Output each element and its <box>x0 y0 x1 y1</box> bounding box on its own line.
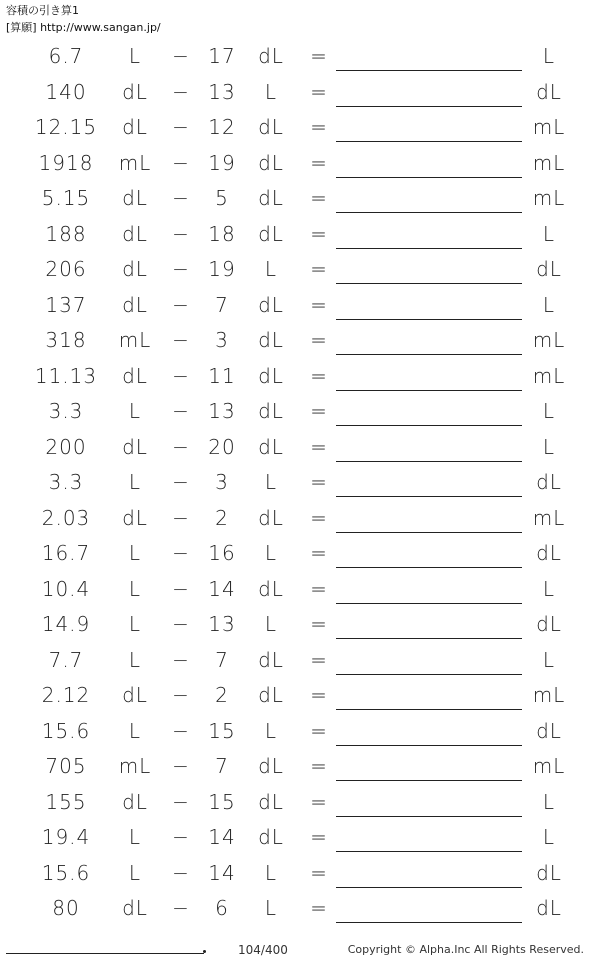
equals-sign: = <box>310 860 328 885</box>
minuend: 16.7 <box>41 541 91 565</box>
minuend-unit: L <box>128 576 142 601</box>
problem-row <box>0 606 600 642</box>
subtrahend: 2 <box>215 505 229 530</box>
subtrahend-unit: L <box>264 612 278 636</box>
subtrahend-unit: dL <box>258 647 284 672</box>
answer-blank[interactable] <box>336 709 522 710</box>
answer-unit: mL <box>532 683 566 707</box>
subtrahend-unit: dL <box>258 789 284 814</box>
minus-sign: − <box>172 434 190 459</box>
minuend: 705 <box>45 754 87 778</box>
copyright-text: Copyright © Alpha.Inc All Rights Reserved. <box>347 943 584 956</box>
subtrahend: 17 <box>208 44 236 68</box>
subtrahend-unit: dL <box>258 399 284 423</box>
subtrahend-unit: dL <box>258 292 284 317</box>
minuend: 5.15 <box>41 186 91 210</box>
answer-blank[interactable] <box>336 70 522 71</box>
answer-unit: mL <box>532 754 566 778</box>
minuend: 318 <box>45 328 87 352</box>
minuend-unit: dL <box>122 683 148 707</box>
minus-sign: − <box>172 647 190 672</box>
minuend-unit: L <box>128 860 142 885</box>
equals-sign: = <box>310 115 328 139</box>
subtrahend: 13 <box>208 612 236 636</box>
answer-blank[interactable] <box>336 319 522 320</box>
subtrahend-unit: dL <box>258 754 284 778</box>
subtrahend-unit: dL <box>258 44 284 68</box>
answer-unit: L <box>542 221 556 246</box>
answer-blank[interactable] <box>336 461 522 462</box>
minuend-unit: L <box>128 825 142 849</box>
equals-sign: = <box>310 541 328 565</box>
subtrahend: 3 <box>215 470 229 494</box>
minuend-unit: dL <box>122 221 148 246</box>
equals-sign: = <box>310 647 328 672</box>
subtrahend: 15 <box>208 789 236 814</box>
problem-row <box>0 38 600 74</box>
minuend: 7.7 <box>48 647 84 672</box>
equals-sign: = <box>310 505 328 530</box>
subtrahend-unit: dL <box>258 434 284 459</box>
minuend-unit: dL <box>122 896 148 920</box>
subtrahend: 15 <box>208 718 236 743</box>
minuend: 10.4 <box>41 576 91 601</box>
name-line-dot <box>203 950 206 953</box>
subtrahend-unit: dL <box>258 221 284 246</box>
minuend: 2.12 <box>41 683 91 707</box>
answer-blank[interactable] <box>336 638 522 639</box>
answer-unit: mL <box>532 186 566 210</box>
equals-sign: = <box>310 44 328 68</box>
problem-row <box>0 322 600 358</box>
subtrahend-unit: dL <box>258 576 284 601</box>
equals-sign: = <box>310 896 328 920</box>
minus-sign: − <box>172 399 190 423</box>
subtrahend-unit: dL <box>258 363 284 388</box>
subtrahend-unit: L <box>264 541 278 565</box>
minuend: 3.3 <box>48 470 84 494</box>
minuend: 11.13 <box>34 363 98 388</box>
answer-blank[interactable] <box>336 780 522 781</box>
minuend: 19.4 <box>41 825 91 849</box>
equals-sign: = <box>310 221 328 246</box>
answer-blank[interactable] <box>336 177 522 178</box>
answer-unit: dL <box>536 612 562 636</box>
answer-unit: mL <box>532 150 566 175</box>
answer-blank[interactable] <box>336 106 522 107</box>
answer-unit: dL <box>536 79 562 104</box>
minus-sign: − <box>172 150 190 175</box>
answer-blank[interactable] <box>336 283 522 284</box>
equals-sign: = <box>310 718 328 743</box>
problem-list <box>0 38 600 926</box>
minus-sign: − <box>172 789 190 814</box>
minuend-unit: L <box>128 399 142 423</box>
subtrahend-unit: dL <box>258 328 284 352</box>
answer-blank[interactable] <box>336 532 522 533</box>
minus-sign: − <box>172 79 190 104</box>
equals-sign: = <box>310 683 328 707</box>
minuend-unit: dL <box>122 292 148 317</box>
minus-sign: − <box>172 363 190 388</box>
answer-blank[interactable] <box>336 354 522 355</box>
subtrahend-unit: dL <box>258 505 284 530</box>
minuend: 14.9 <box>41 612 91 636</box>
equals-sign: = <box>310 612 328 636</box>
minus-sign: − <box>172 44 190 68</box>
minus-sign: − <box>172 612 190 636</box>
subtrahend-unit: dL <box>258 683 284 707</box>
subtrahend-unit: dL <box>258 150 284 175</box>
answer-blank[interactable] <box>336 851 522 852</box>
minuend-unit: dL <box>122 505 148 530</box>
problem-row <box>0 748 600 784</box>
minuend: 137 <box>45 292 87 317</box>
problem-row <box>0 784 600 820</box>
problem-row <box>0 216 600 252</box>
minuend: 12.15 <box>34 115 98 139</box>
minus-sign: − <box>172 718 190 743</box>
minus-sign: − <box>172 221 190 246</box>
subtrahend: 20 <box>208 434 236 459</box>
subtrahend: 13 <box>208 79 236 104</box>
answer-unit: dL <box>536 257 562 281</box>
subtrahend-unit: L <box>264 896 278 920</box>
source-url: [算願] http://www.sangan.jp/ <box>6 21 161 34</box>
subtrahend-unit: dL <box>258 825 284 849</box>
subtrahend: 19 <box>208 257 236 281</box>
problem-row <box>0 287 600 323</box>
problem-row <box>0 429 600 465</box>
minus-sign: − <box>172 505 190 530</box>
worksheet-title: 容積の引き算1 <box>6 4 79 17</box>
answer-unit: dL <box>536 541 562 565</box>
problem-row <box>0 713 600 749</box>
equals-sign: = <box>310 328 328 352</box>
equals-sign: = <box>310 79 328 104</box>
subtrahend: 7 <box>215 754 229 778</box>
subtrahend: 2 <box>215 683 229 707</box>
minus-sign: − <box>172 328 190 352</box>
answer-unit: L <box>542 292 556 317</box>
minuend: 15.6 <box>41 860 91 885</box>
problem-row <box>0 571 600 607</box>
minuend-unit: dL <box>122 115 148 139</box>
minuend: 1918 <box>38 150 94 175</box>
minuend-unit: L <box>128 44 142 68</box>
minuend: 80 <box>52 896 80 920</box>
minuend-unit: dL <box>122 257 148 281</box>
answer-blank[interactable] <box>336 212 522 213</box>
problem-row <box>0 819 600 855</box>
minuend: 3.3 <box>48 399 84 423</box>
subtrahend-unit: L <box>264 257 278 281</box>
minuend-unit: mL <box>118 328 152 352</box>
minuend-unit: L <box>128 718 142 743</box>
minus-sign: − <box>172 860 190 885</box>
minuend: 200 <box>45 434 87 459</box>
answer-blank[interactable] <box>336 603 522 604</box>
subtrahend: 5 <box>215 186 229 210</box>
answer-blank[interactable] <box>336 922 522 923</box>
answer-unit: L <box>542 825 556 849</box>
answer-blank[interactable] <box>336 496 522 497</box>
problem-row <box>0 535 600 571</box>
answer-blank[interactable] <box>336 567 522 568</box>
problem-row <box>0 855 600 891</box>
minuend-unit: L <box>128 647 142 672</box>
minuend-unit: L <box>128 470 142 494</box>
page-number: 104/400 <box>238 943 288 957</box>
subtrahend: 18 <box>208 221 236 246</box>
subtrahend-unit: L <box>264 79 278 104</box>
minuend-unit: dL <box>122 186 148 210</box>
equals-sign: = <box>310 789 328 814</box>
problem-row <box>0 358 600 394</box>
problem-row <box>0 677 600 713</box>
subtrahend: 14 <box>208 825 236 849</box>
minuend: 6.7 <box>48 44 84 68</box>
problem-row <box>0 74 600 110</box>
minus-sign: − <box>172 470 190 494</box>
minus-sign: − <box>172 186 190 210</box>
subtrahend: 19 <box>208 150 236 175</box>
subtrahend: 11 <box>208 363 236 388</box>
subtrahend-unit: L <box>264 860 278 885</box>
minuend-unit: dL <box>122 363 148 388</box>
answer-unit: dL <box>536 860 562 885</box>
minus-sign: − <box>172 576 190 601</box>
subtrahend-unit: L <box>264 470 278 494</box>
minuend: 140 <box>45 79 87 104</box>
answer-unit: mL <box>532 505 566 530</box>
equals-sign: = <box>310 825 328 849</box>
equals-sign: = <box>310 434 328 459</box>
subtrahend-unit: dL <box>258 186 284 210</box>
answer-unit: L <box>542 399 556 423</box>
minus-sign: − <box>172 754 190 778</box>
minuend: 188 <box>45 221 87 246</box>
subtrahend-unit: dL <box>258 115 284 139</box>
answer-unit: L <box>542 576 556 601</box>
problem-row <box>0 500 600 536</box>
minuend: 206 <box>45 257 87 281</box>
subtrahend: 14 <box>208 576 236 601</box>
problem-row <box>0 109 600 145</box>
problem-row <box>0 145 600 181</box>
minuend-unit: dL <box>122 789 148 814</box>
answer-unit: L <box>542 44 556 68</box>
equals-sign: = <box>310 399 328 423</box>
minuend-unit: dL <box>122 79 148 104</box>
answer-unit: L <box>542 434 556 459</box>
equals-sign: = <box>310 257 328 281</box>
answer-unit: L <box>542 789 556 814</box>
equals-sign: = <box>310 186 328 210</box>
minuend-unit: L <box>128 612 142 636</box>
minus-sign: − <box>172 115 190 139</box>
problem-row <box>0 642 600 678</box>
minus-sign: − <box>172 257 190 281</box>
answer-blank[interactable] <box>336 674 522 675</box>
answer-blank[interactable] <box>336 425 522 426</box>
equals-sign: = <box>310 470 328 494</box>
answer-unit: mL <box>532 363 566 388</box>
minuend: 15.6 <box>41 718 91 743</box>
minus-sign: − <box>172 292 190 317</box>
answer-unit: L <box>542 647 556 672</box>
subtrahend: 7 <box>215 292 229 317</box>
subtrahend: 6 <box>215 896 229 920</box>
subtrahend: 7 <box>215 647 229 672</box>
minuend-unit: L <box>128 541 142 565</box>
answer-unit: dL <box>536 718 562 743</box>
equals-sign: = <box>310 292 328 317</box>
answer-blank[interactable] <box>336 390 522 391</box>
subtrahend: 12 <box>208 115 236 139</box>
equals-sign: = <box>310 576 328 601</box>
problem-row <box>0 180 600 216</box>
minuend-unit: dL <box>122 434 148 459</box>
minuend-unit: mL <box>118 150 152 175</box>
subtrahend: 13 <box>208 399 236 423</box>
subtrahend: 14 <box>208 860 236 885</box>
answer-blank[interactable] <box>336 745 522 746</box>
minuend: 2.03 <box>41 505 91 530</box>
answer-unit: mL <box>532 328 566 352</box>
subtrahend: 3 <box>215 328 229 352</box>
equals-sign: = <box>310 150 328 175</box>
answer-unit: dL <box>536 896 562 920</box>
minus-sign: − <box>172 683 190 707</box>
answer-blank[interactable] <box>336 248 522 249</box>
answer-unit: mL <box>532 115 566 139</box>
minus-sign: − <box>172 541 190 565</box>
problem-row <box>0 890 600 926</box>
minuend-unit: mL <box>118 754 152 778</box>
minus-sign: − <box>172 825 190 849</box>
answer-blank[interactable] <box>336 887 522 888</box>
minuend: 155 <box>45 789 87 814</box>
problem-row <box>0 393 600 429</box>
answer-blank[interactable] <box>336 816 522 817</box>
problem-row <box>0 464 600 500</box>
name-line <box>6 953 204 954</box>
subtrahend: 16 <box>208 541 236 565</box>
minus-sign: − <box>172 896 190 920</box>
equals-sign: = <box>310 363 328 388</box>
problem-row <box>0 251 600 287</box>
subtrahend-unit: L <box>264 718 278 743</box>
answer-blank[interactable] <box>336 141 522 142</box>
equals-sign: = <box>310 754 328 778</box>
answer-unit: dL <box>536 470 562 494</box>
